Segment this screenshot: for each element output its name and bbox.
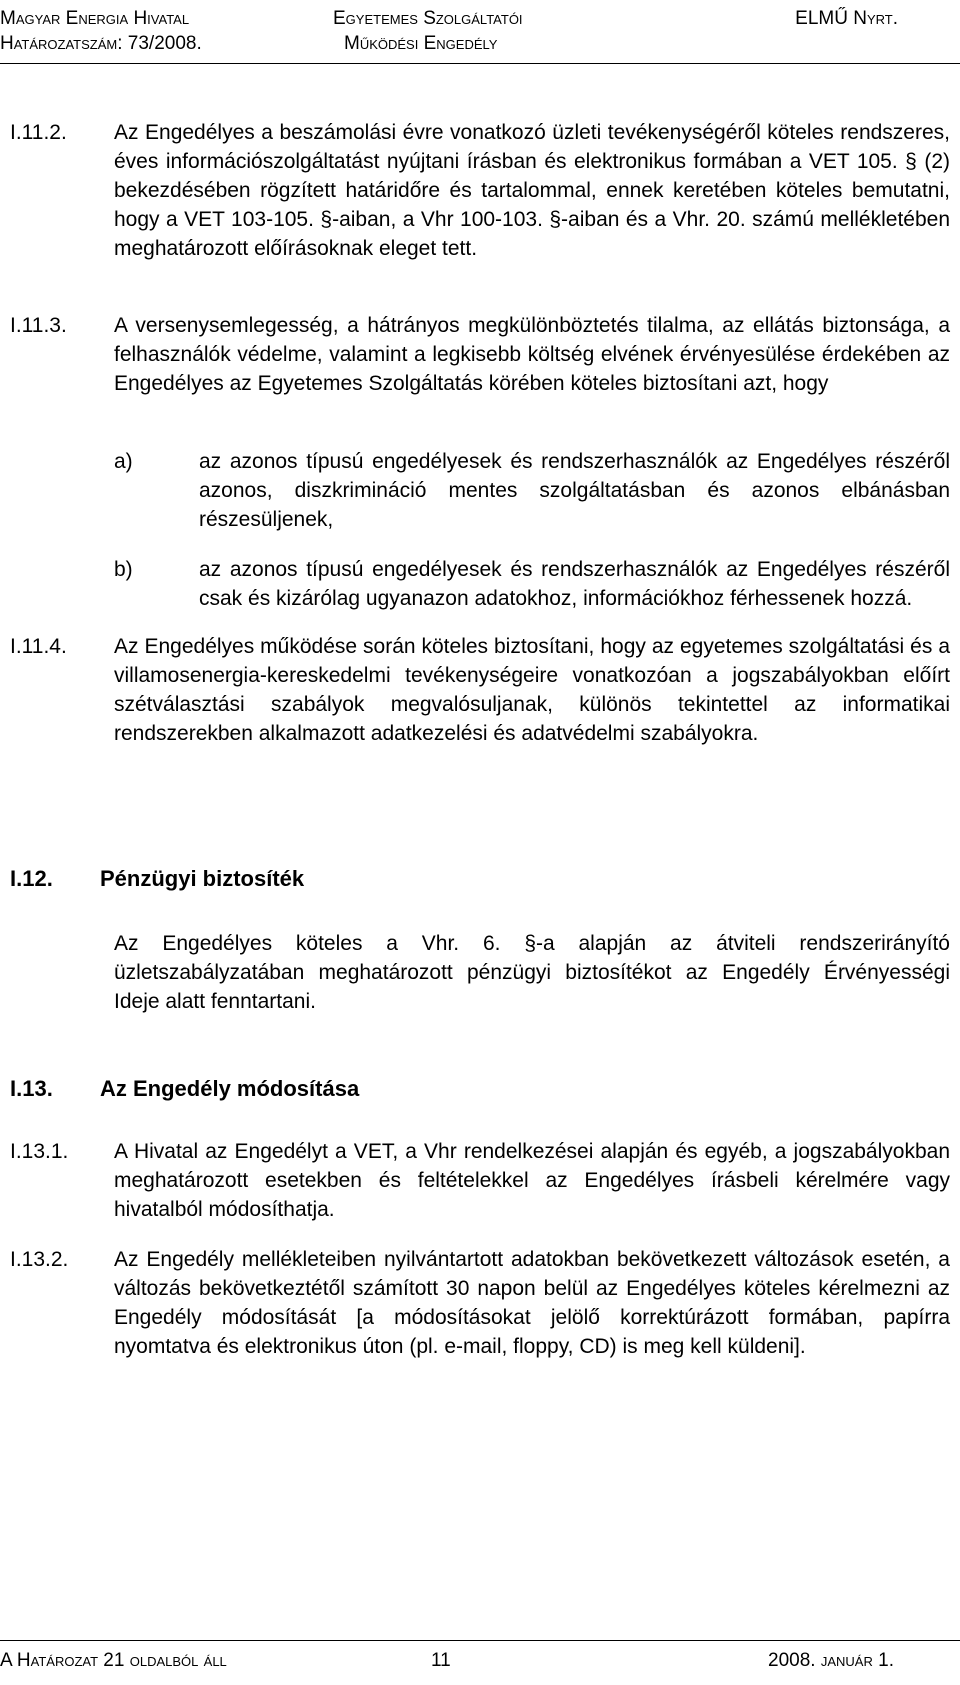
section-heading-number: I.12. xyxy=(10,866,53,891)
footer-date: 2008. január 1. xyxy=(768,1650,894,1671)
list-item-text: az azonos típusú engedélyesek és rendszerhasználók az Engedélyes részéről csak és kizárólag ugyanazon adatokhoz, információkhoz férhessenek hozzá. xyxy=(199,558,950,610)
list-item-text: az azonos típusú engedélyesek és rendszerhasználók az Engedélyes részéről azonos, diszkrimináció mentes szolgáltatásban és azonos elbánásban részesüljenek, xyxy=(199,450,950,531)
page-count-note: A Határozat 21 oldalból áll xyxy=(0,1650,227,1671)
company-name: ELMŰ Nyrt. xyxy=(795,8,898,29)
section-number: I.11.3. xyxy=(10,314,67,337)
section-number: I.11.4. xyxy=(10,635,67,658)
section-number: I.13.1. xyxy=(10,1140,69,1163)
section-heading-title: Az Engedély módosítása xyxy=(100,1076,360,1101)
section-text: Az Engedélyes köteles a Vhr. 6. §-a alapján az átviteli rendszerirányító üzletszabályzatában meghatározott pénzügyi biztosítékot az Engedély Érvényességi Ideje alatt fenntartani. xyxy=(114,932,950,1013)
section-heading-title: Pénzügyi biztosíték xyxy=(100,866,305,891)
section-text: A Hivatal az Engedélyt a VET, a Vhr rendelkezései alapján és egyéb, a jogszabályokban meghatározott esetekben és feltételekkel az Engedélyes írásbeli kérelmére vagy hivatalból módosíthatja. xyxy=(114,1140,950,1221)
section-text: Az Engedélyes működése során köteles biztosítani, hogy az egyetemes szolgáltatási és a villamosenergia-kereskedelmi tevékenységeire vonatkozóan a jogszabályokban előírt szétválasztási szabályok megvalósuljanak, különös tekintettel az informatikai rendszerekben alkalmazott adatkezelési és adatvédelmi szabályokra. xyxy=(114,635,950,745)
license-type-line2: Működési Engedély xyxy=(344,33,498,54)
section-text: Az Engedély mellékleteiben nyilvántartott adatokban bekövetkezett változások esetén, a változás bekövetkeztétől számított 30 napon belül az Engedélyes köteles kérelmezni az Engedély módosítását [a módosításokat jelölő korrektúrázott formában, papírra nyomtatva és elektronikus úton (pl. e-mail, floppy, CD) is meg kell küldeni]. xyxy=(114,1248,950,1358)
section-text: A versenysemlegesség, a hátrányos megkülönböztetés tilalma, az ellátás biztonsága, a felhasználók védelme, valamint a legkisebb költség elvének érvényesülése érdekében az Engedélyes az Egyetemes Szolgáltatás körében köteles biztosítani azt, hogy xyxy=(114,314,950,395)
section-text: Az Engedélyes a beszámolási évre vonatkozó üzleti tevékenységéről köteles rendszeres, éves információszolgáltatást nyújtani írásban és elektronikus formában a VET 105. § (2) bekezdésében rögzített határidőre és tartalommal, ennek keretében köteles bemutatni, hogy a VET 103-105. §-aiban, a Vhr 100-103. §-aiban és a Vhr. 20. számú mellékletében meghatározott előírásoknak eleget tett. xyxy=(114,121,950,260)
page-number: 11 xyxy=(431,1650,451,1671)
header-right xyxy=(795,6,898,31)
license-type-line1: Egyetemes Szolgáltatói xyxy=(333,8,523,29)
list-item-label: a) xyxy=(114,450,133,473)
footer-divider xyxy=(0,1640,960,1641)
header-divider xyxy=(0,63,960,64)
agency-name: Magyar Energia Hivatal xyxy=(0,8,190,29)
header-center xyxy=(333,6,523,56)
resolution-number: Határozatszám: 73/2008. xyxy=(0,33,202,54)
list-item-label: b) xyxy=(114,558,133,581)
section-number: I.11.2. xyxy=(10,121,67,144)
section-number: I.13.2. xyxy=(10,1248,69,1271)
section-heading-number: I.13. xyxy=(10,1076,53,1101)
header-left xyxy=(0,6,202,56)
